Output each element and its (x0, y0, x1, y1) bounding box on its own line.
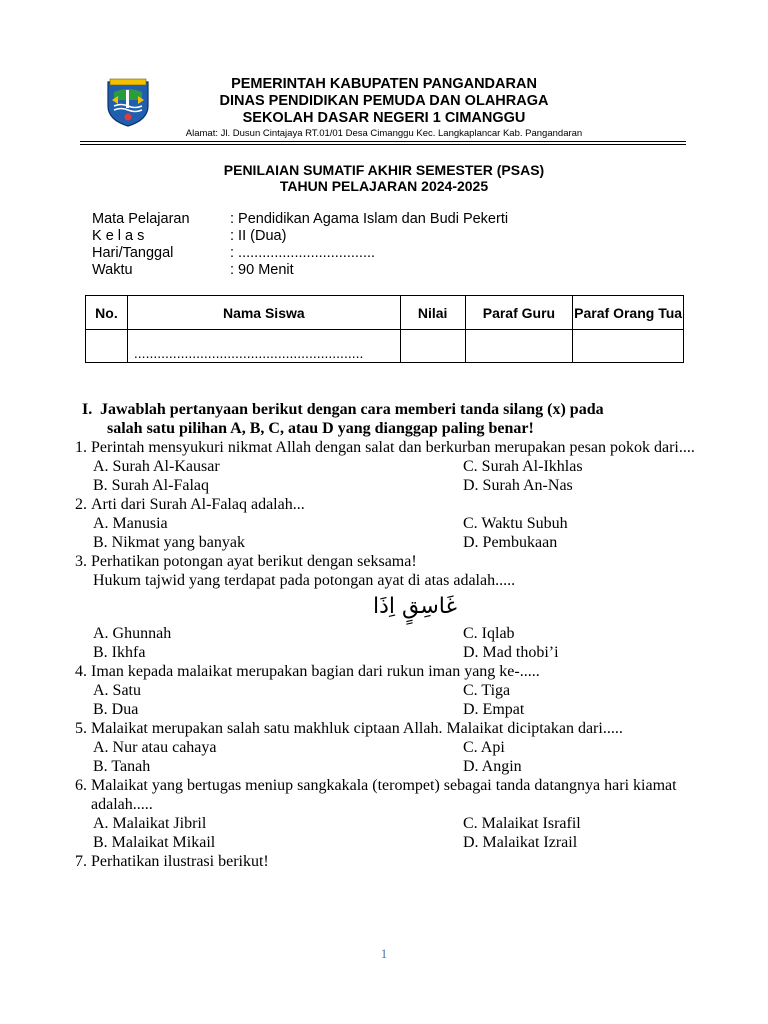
option[interactable]: D. Mad thobi’i (463, 644, 559, 661)
option[interactable]: B. Malaikat Mikail (93, 834, 216, 851)
options (75, 681, 695, 719)
question (75, 438, 695, 457)
school-address: Alamat: Jl. Dusun Cintajaya RT.01/01 Desa Cimanggu Kec. Langkaplancar Kab. Pangandaran (185, 128, 583, 139)
letterhead-divider (80, 141, 686, 142)
question-text: Perhatikan potongan ayat berikut dengan seksama! (91, 553, 417, 570)
question-number: 7. (75, 853, 87, 870)
question-section (75, 400, 695, 871)
header-name: Nama Siswa (127, 296, 400, 330)
header-line-1: PEMERINTAH KABUPATEN PANGANDARAN (231, 76, 537, 92)
instruction-number: I. (82, 401, 93, 418)
question-text: Arti dari Surah Al-Falaq adalah... (91, 496, 305, 513)
option[interactable]: C. Surah Al-Ikhlas (463, 458, 583, 475)
cell-teacher-sign[interactable] (465, 330, 573, 363)
options (75, 738, 695, 776)
question-number: 2. (75, 496, 87, 513)
option[interactable]: A. Surah Al-Kausar (93, 458, 220, 475)
instruction-line-2: salah satu pilihan A, B, C, atau D yang dianggap paling benar! (107, 420, 534, 437)
question (75, 495, 695, 514)
option[interactable]: A. Malaikat Jibril (93, 815, 207, 832)
meta-value: : .................................. (230, 245, 376, 261)
meta-value: : 90 Menit (230, 262, 294, 278)
exam-meta (92, 211, 508, 279)
header-no: No. (86, 296, 128, 330)
question-text: Perhatikan ilustrasi berikut! (91, 853, 269, 870)
question (75, 852, 695, 871)
options (75, 514, 695, 552)
letterhead-divider-thin (80, 144, 686, 145)
meta-key: Mata Pelajaran (92, 211, 190, 227)
option[interactable]: B. Nikmat yang banyak (93, 534, 245, 551)
question (75, 552, 695, 571)
meta-value: : Pendidikan Agama Islam dan Budi Pekerti (230, 211, 509, 227)
options (75, 457, 695, 495)
option[interactable]: B. Surah Al-Falaq (93, 477, 209, 494)
table-row (86, 330, 684, 363)
header-line-2: DINAS PENDIDIKAN PEMUDA DAN OLAHRAGA (219, 93, 549, 109)
option[interactable]: B. Ikhfa (93, 644, 146, 661)
option[interactable]: A. Satu (93, 682, 141, 699)
meta-key: K e l a s (92, 228, 145, 244)
question-number: 1. (75, 439, 87, 456)
cell-no[interactable] (86, 330, 128, 363)
question-text: Perintah mensyukuri nikmat Allah dengan salat dan berkurban merupakan pesan pokok dari.... (91, 439, 695, 456)
table-header-row (86, 296, 684, 330)
meta-key: Hari/Tanggal (92, 245, 174, 261)
exam-title (0, 162, 768, 194)
header-teacher-sign: Paraf Guru (465, 296, 573, 330)
question-number: 5. (75, 720, 87, 737)
question-text: Malaikat merupakan salah satu makhluk ciptaan Allah. Malaikat diciptakan dari..... (91, 720, 623, 737)
question-text: Malaikat yang bertugas meniup sangkakala (terompet) sebagai tanda datangnya hari kiamat adalah..... (91, 777, 677, 813)
question-text: Iman kepada malaikat merupakan bagian dari rukun iman yang ke-..... (91, 663, 540, 680)
option[interactable]: D. Angin (463, 758, 522, 775)
option[interactable]: A. Nur atau cahaya (93, 739, 217, 756)
letterhead (0, 76, 768, 140)
question (75, 776, 695, 814)
option[interactable]: B. Tanah (93, 758, 151, 775)
meta-row (92, 262, 508, 279)
option[interactable]: D. Empat (463, 701, 525, 718)
exam-title-line-2: TAHUN PELAJARAN 2024-2025 (279, 178, 489, 194)
meta-key: Waktu (92, 262, 133, 278)
instruction (75, 400, 695, 438)
options (75, 814, 695, 852)
cell-parent-sign[interactable] (573, 330, 684, 363)
meta-row (92, 245, 508, 262)
option[interactable]: C. Waktu Subuh (463, 515, 568, 532)
option[interactable]: C. Api (463, 739, 505, 756)
student-info-table (85, 295, 684, 363)
header-score: Nilai (400, 296, 465, 330)
option[interactable]: B. Dua (93, 701, 139, 718)
meta-row (92, 228, 508, 245)
exam-title-line-1: PENILAIAN SUMATIF AKHIR SEMESTER (PSAS) (223, 162, 545, 178)
page-number: 1 (380, 946, 388, 961)
meta-row (92, 211, 508, 228)
cell-score[interactable] (400, 330, 465, 363)
question-subtext: Hukum tajwid yang terdapat pada potongan ayat di atas adalah..... (93, 572, 516, 589)
instruction-line-1: Jawablah pertanyaan berikut dengan cara memberi tanda silang (x) pada (100, 401, 604, 418)
question-number: 6. (75, 777, 87, 794)
option[interactable]: D. Surah An-Nas (463, 477, 573, 494)
header-line-3: SEKOLAH DASAR NEGERI 1 CIMANGGU (242, 110, 526, 126)
option[interactable]: C. Iqlab (463, 625, 515, 642)
option[interactable]: C. Tiga (463, 682, 511, 699)
question-number: 4. (75, 663, 87, 680)
header-parent-sign: Paraf Orang Tua (573, 296, 684, 330)
options (75, 624, 695, 662)
question (75, 719, 695, 738)
question (75, 662, 695, 681)
option[interactable]: D. Pembukaan (463, 534, 558, 551)
option[interactable]: D. Malaikat Izrail (463, 834, 578, 851)
question-number: 3. (75, 553, 87, 570)
option[interactable]: A. Ghunnah (93, 625, 172, 642)
option[interactable]: A. Manusia (93, 515, 168, 532)
meta-value: : II (Dua) (230, 228, 287, 244)
option[interactable]: C. Malaikat Israfil (463, 815, 581, 832)
arabic-verse: غَاسِقٍ اِذَا (372, 594, 457, 619)
student-name-field[interactable]: ........................................................... (127, 330, 400, 363)
